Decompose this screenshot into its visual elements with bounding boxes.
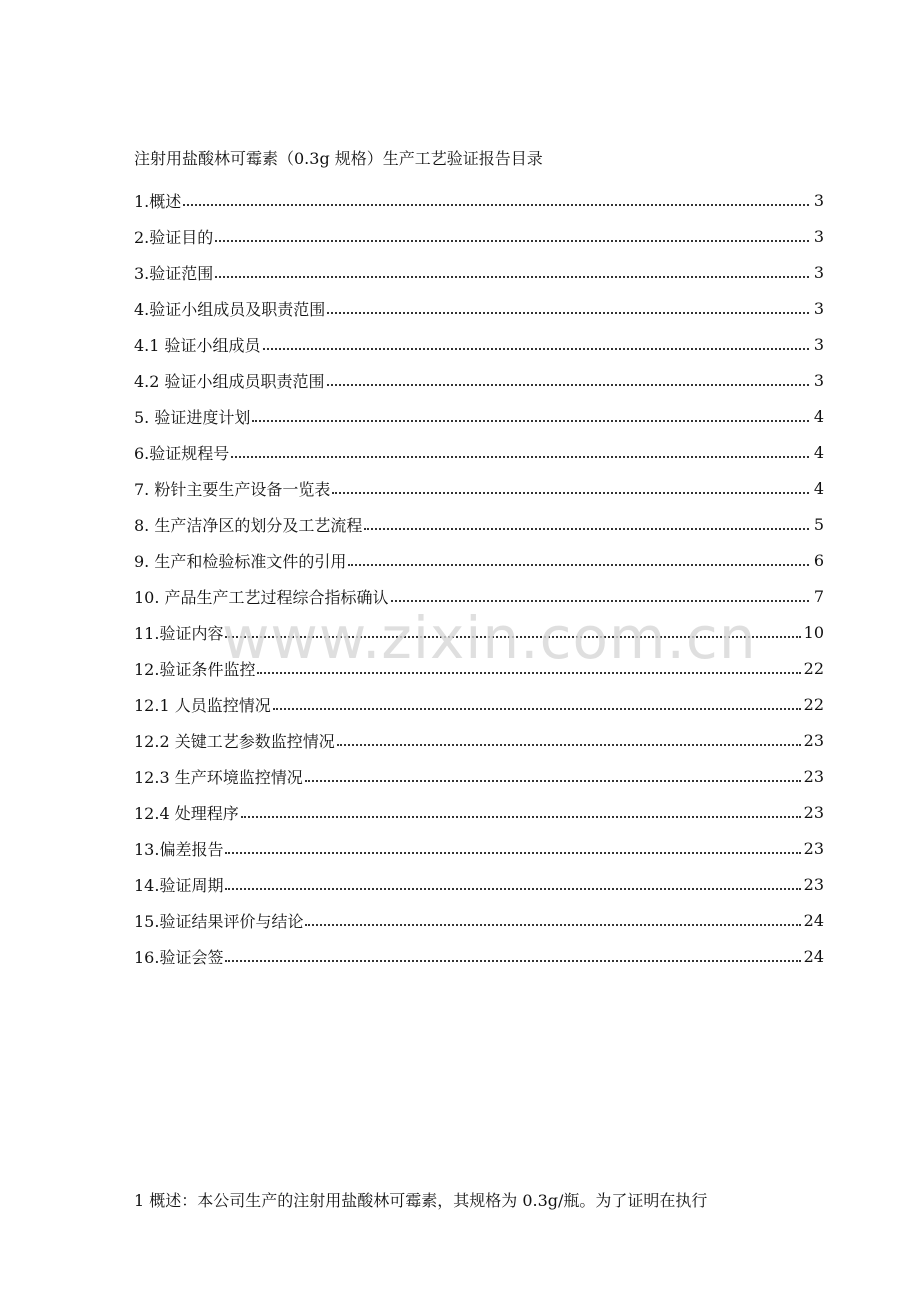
toc-entry-label: 10. 产品生产工艺过程综合指标确认	[134, 587, 389, 607]
toc-entry[interactable]	[134, 182, 824, 218]
toc-entry[interactable]	[134, 542, 824, 578]
toc-entry[interactable]	[134, 362, 824, 398]
toc-entry[interactable]	[134, 506, 824, 542]
dot-leader	[257, 672, 800, 674]
toc-entry-label: 16.验证会签	[134, 947, 224, 967]
toc-entry[interactable]	[134, 902, 824, 938]
toc-entry-label: 5. 验证进度计划	[134, 407, 251, 427]
dot-leader	[263, 348, 809, 350]
dot-leader	[215, 276, 809, 278]
toc-entry-page: 23	[803, 730, 824, 750]
toc-entry[interactable]	[134, 470, 824, 506]
dot-leader	[305, 924, 800, 926]
toc-entry-page: 23	[803, 766, 824, 786]
toc-entry-label: 12.验证条件监控	[134, 659, 256, 679]
toc-entry-label: 12.4 处理程序	[134, 803, 239, 823]
dot-leader	[225, 888, 800, 890]
toc-entry-page: 23	[803, 874, 824, 894]
toc-entry-label: 4.1 验证小组成员	[134, 335, 261, 355]
toc-entry-page: 4	[813, 442, 824, 462]
toc-entry[interactable]	[134, 326, 824, 362]
toc-entry-label: 13.偏差报告	[134, 839, 224, 859]
toc-entry-page: 6	[813, 550, 824, 570]
toc-entry[interactable]	[134, 722, 824, 758]
toc-entry-label: 12.2 关键工艺参数监控情况	[134, 731, 335, 751]
toc-entry-page: 4	[813, 478, 824, 498]
toc-entry[interactable]	[134, 758, 824, 794]
toc-entry-page: 7	[813, 586, 824, 606]
toc-entry-label: 12.3 生产环境监控情况	[134, 767, 303, 787]
toc-entry-label: 14.验证周期	[134, 875, 224, 895]
toc-entry-page: 3	[813, 334, 824, 354]
toc-entry-label: 1.概述	[134, 191, 182, 211]
toc-entry-page: 24	[803, 910, 824, 930]
watermark: www.zixin.com.cn	[222, 604, 757, 672]
dot-leader	[337, 744, 801, 746]
toc-entry[interactable]	[134, 254, 824, 290]
dot-leader	[332, 492, 809, 494]
dot-leader	[364, 528, 809, 530]
toc-entry-page: 22	[803, 658, 824, 678]
toc-entry[interactable]	[134, 434, 824, 470]
toc-entry-label: 2.验证目的	[134, 227, 214, 247]
toc-entry-page: 4	[813, 406, 824, 426]
toc-entry-page: 24	[803, 946, 824, 966]
body-paragraph: 1 概述：本公司生产的注射用盐酸林可霉素，其规格为 0.3g/瓶。为了证明在执行	[134, 1191, 708, 1210]
dot-leader	[225, 636, 800, 638]
dot-leader	[391, 600, 809, 602]
toc-entry-page: 3	[813, 298, 824, 318]
toc-entry-page: 22	[803, 694, 824, 714]
dot-leader	[183, 204, 809, 206]
toc-entry-label: 11.验证内容	[134, 623, 224, 643]
toc-entry[interactable]	[134, 398, 824, 434]
toc-entry-page: 23	[803, 802, 824, 822]
dot-leader	[225, 960, 800, 962]
dot-leader	[252, 420, 809, 422]
toc-entry-page: 3	[813, 190, 824, 210]
toc-entry-label: 7. 粉针主要生产设备一览表	[134, 479, 331, 499]
toc-entry-page: 5	[813, 514, 824, 534]
dot-leader	[273, 708, 801, 710]
toc-title: 注射用盐酸林可霉素（0.3g 规格）生产工艺验证报告目录	[134, 149, 543, 168]
toc-entry-page: 10	[803, 622, 824, 642]
toc-entry-label: 4.2 验证小组成员职责范围	[134, 371, 325, 391]
toc-entry-label: 15.验证结果评价与结论	[134, 911, 304, 931]
toc-entry-label: 4.验证小组成员及职责范围	[134, 299, 326, 319]
toc-entry[interactable]	[134, 290, 824, 326]
toc-entry-label: 12.1 人员监控情况	[134, 695, 271, 715]
table-of-contents	[134, 182, 824, 974]
toc-entry-label: 8. 生产洁净区的划分及工艺流程	[134, 515, 363, 535]
toc-entry-label: 9. 生产和检验标准文件的引用	[134, 551, 347, 571]
dot-leader	[327, 312, 809, 314]
dot-leader	[327, 384, 809, 386]
toc-entry[interactable]	[134, 938, 824, 974]
toc-entry-page: 3	[813, 262, 824, 282]
toc-entry[interactable]	[134, 830, 824, 866]
toc-entry-label: 6.验证规程号	[134, 443, 230, 463]
toc-entry[interactable]	[134, 650, 824, 686]
toc-entry[interactable]	[134, 218, 824, 254]
dot-leader	[348, 564, 809, 566]
toc-entry-label: 3.验证范围	[134, 263, 214, 283]
toc-entry[interactable]	[134, 686, 824, 722]
toc-entry-page: 3	[813, 370, 824, 390]
dot-leader	[241, 816, 801, 818]
toc-entry[interactable]	[134, 614, 824, 650]
toc-entry-page: 3	[813, 226, 824, 246]
toc-entry[interactable]	[134, 866, 824, 902]
toc-entry-page: 23	[803, 838, 824, 858]
dot-leader	[215, 240, 809, 242]
toc-entry[interactable]	[134, 794, 824, 830]
dot-leader	[305, 780, 801, 782]
toc-entry[interactable]	[134, 578, 824, 614]
dot-leader	[231, 456, 809, 458]
dot-leader	[225, 852, 800, 854]
